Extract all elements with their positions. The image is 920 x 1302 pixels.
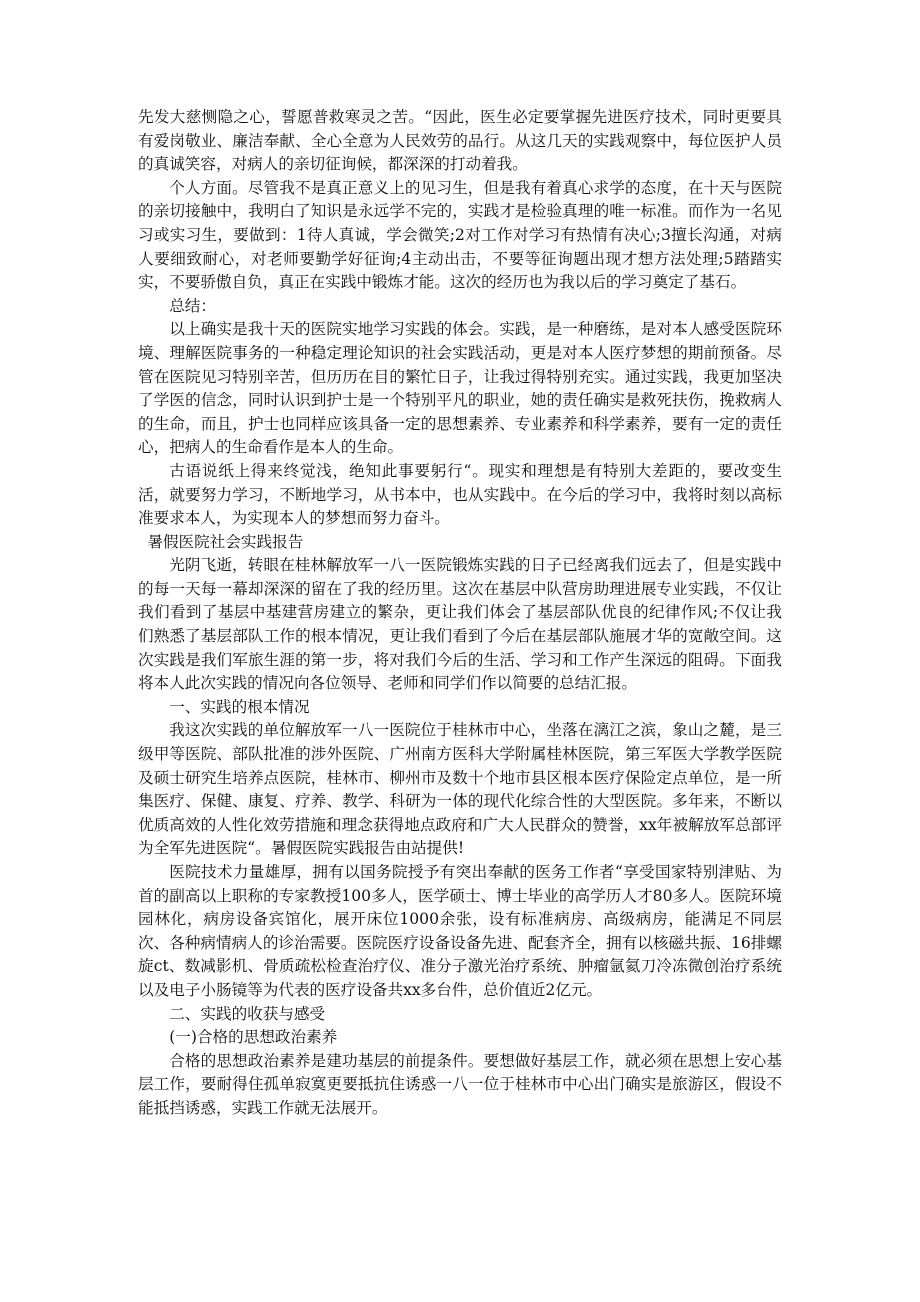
paragraph-report-intro: 光阴飞逝，转眼在桂林解放军一八一医院锻炼实践的日子已经离我们远去了，但是实践中的每一天每一幕却深深的留在了我的经历里。这次在基层中队营房助理进展专业实践，不仅让我们看到了基层中基建营房建立的繁杂，更让我们体会了基层部队优良的纪律作风;不仅让我们熟悉了基层部队工作的根本情况，更让我们看到了今后在基层部队施展才华的宽敞空间。这次实践是我们军旅生涯的第一步，将对我们今后的生活、学习和工作产生深远的阻碍。下面我将本人此次实践的情况向各位领导、老师和同学们作以简要的总结汇报。 — [138, 556, 782, 693]
section-heading-gains: 二、实践的收获与感受 — [169, 1004, 326, 1023]
document-page — [138, 106, 782, 1121]
paragraph-technical-strength: 医院技术力量雄厚，拥有以国务院授予有突出奉献的医务工作者“享受国家特别津贴、为首的副高以上职称的专家教授100多人，医学硕士、博士毕业的高学历人才80多人。医院环境园林化，病房设备宾馆化，展开床位1000余张，设有标准病房、高级病房，能满足不同层次、各种病情病人的诊治需要。医院医疗设备设备先进、配套齐全，拥有以核磁共振、16排螺旋ct、数减影机、骨质疏松检查治疗仪、准分子激光治疗系统、肿瘤氩氦刀冷冻微创治疗系统以及电子小肠镜等为代表的医疗设备共xx多台件，总价值近2亿元。 — [138, 863, 782, 999]
report-title: 暑假医院社会实践报告 — [147, 532, 304, 551]
subsection-heading-political: (一)合格的思想政治素养 — [169, 1028, 338, 1047]
paragraph-hospital-overview: 我这次实践的单位解放军一八一医院位于桂林市中心，坐落在漓江之滨，象山之麓，是三级甲等医院、部队批准的涉外医院、广州南方医科大学附属桂林医院，第三军医大学教学医院及硕士研究生培养点医院，桂林市、柳州市及数十个地市县区根本医疗保险定点单位，是一所集医疗、保健、康复、疗养、教学、科研为一体的现代化综合性的大型医院。多年来，不断以优质高效的人性化效劳措施和理念获得地点政府和广大人民群众的赞誉，xx年被解放军总部评为全军先进医院“。暑假医院实践报告由站提供! — [138, 721, 782, 858]
summary-label: 总结： — [169, 296, 216, 315]
paragraph-summary: 以上确实是我十天的医院实地学习实践的体会。实践，是一种磨练，是对本人感受医院环境、理解医院事务的一种稳定理论知识的社会实践活动，更是对本人医疗梦想的期前预备。尽管在医院见习特别辛苦，但历历在目的繁忙日子，让我过得特别充实。通过实践，我更加坚决了学医的信念，同时认识到护士是一个特别平凡的职业，她的责任确实是救死扶伤，挽救病人的生命，而且，护士也同样应该具备一定的思想素养、专业素养和科学素养，要有一定的责任心，把病人的生命看作是本人的生命。 — [138, 320, 782, 457]
section-heading-basic: 一、实践的根本情况 — [169, 697, 310, 716]
paragraph-intro: 先发大慈恻隐之心，誓愿普救寒灵之苦。“因此，医生必定要掌握先进医疗技术，同时更要具有爱岗敬业、廉洁奉献、全心全意为人民效劳的品行。从这几天的实践观察中，每位医护人员的真诚笑容，对病人的亲切征询候，都深深的打动着我。 — [138, 108, 782, 174]
paragraph-proverb: 古语说纸上得来终觉浅，绝知此事要躬行“。现实和理想是有特别大差距的，要改变生活，就要努力学习，不断地学习，从书本中，也从实践中。在今后的学习中，我将时刻以高标准要求本人，为实现本人的梦想而努力奋斗。 — [138, 461, 782, 528]
paragraph-personal: 个人方面。尽管我不是真正意义上的见习生，但是我有着真心求学的态度，在十天与医院的亲切接触中，我明白了知识是永远学不完的，实践才是检验真理的唯一标准。而作为一名见习或实习生，要做到：1待人真诚，学会微笑;2对工作对学习有热情有决心;3擅长沟通，对病人要细致耐心，对老师要勤学好征询;4主动出击，不要等征询题出现才想方法处理;5踏踏实实，不要骄傲自负，真正在实践中锻炼才能。这次的经历也为我以后的学习奠定了基石。 — [138, 178, 782, 292]
paragraph-political: 合格的思想政治素养是建功基层的前提条件。要想做好基层工作，就必须在思想上安心基层工作，要耐得住孤单寂寞更要抵抗住诱惑一八一位于桂林市中心出门确实是旅游区，假设不能抵挡诱惑，实践工作就无法展开。 — [138, 1051, 782, 1117]
